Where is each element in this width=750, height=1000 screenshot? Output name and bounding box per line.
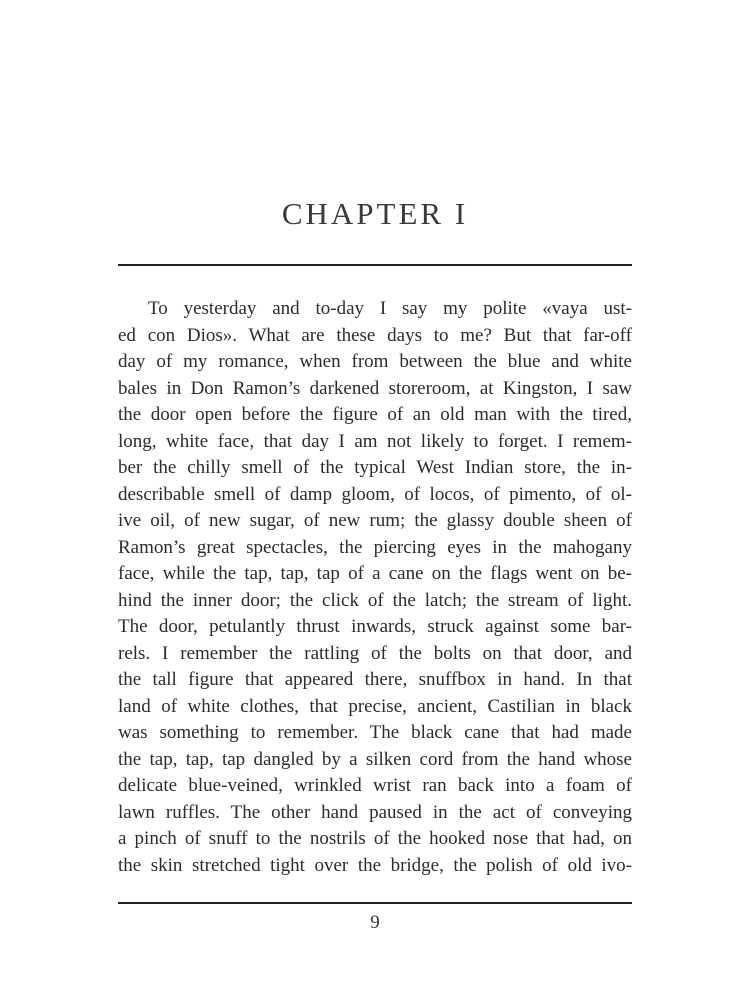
text-line: rels. I remember the rattling of the bolts on that door, and [118, 642, 632, 664]
text-line: Ramon’s great spectacles, the piercing eyes in the mahogany [118, 536, 632, 558]
text-line: the door open before the figure of an old man with the tired, [118, 404, 632, 425]
text-line: the skin stretched tight over the bridge, the polish of old ivo- [118, 854, 632, 876]
text-line: bales in Don Ramon’s darkened storeroom, at Kingston, I saw [118, 377, 632, 399]
text-line: day of my romance, when from between the blue and white [118, 351, 632, 372]
text-line: ed con Dios». What are these days to me? But that far-off [118, 324, 632, 346]
text-line: The door, petulantly thrust inwards, struck against some bar- [118, 616, 632, 637]
top-rule [118, 264, 632, 266]
chapter-title: CHAPTER I [281, 196, 469, 231]
text-line: lawn ruffles. The other hand paused in the act of conveying [118, 801, 632, 823]
text-line: long, white face, that day I am not likely to forget. I remem- [118, 430, 632, 452]
text-line: ive oil, of new sugar, of new rum; the glassy double sheen of [118, 510, 632, 531]
text-line: face, while the tap, tap, tap of a cane on the flags went on be- [118, 563, 632, 584]
text-line: describable smell of damp gloom, of locos, of pimento, of ol- [118, 483, 632, 505]
text-line: ber the chilly smell of the typical West Indian store, the in- [118, 457, 632, 478]
text-line: a pinch of snuff to the nostrils of the hooked nose that had, on [118, 828, 632, 849]
text-line: delicate blue-veined, wrinkled wrist ran back into a foam of [118, 775, 632, 796]
bottom-rule [118, 902, 632, 904]
page-number: 9 [370, 912, 380, 933]
text-line: was something to remember. The black cane that had made [118, 722, 632, 743]
text-line: the tall figure that appeared there, snuffbox in hand. In that [118, 669, 632, 690]
text-line: To yesterday and to-day I say my polite «vaya ust- [148, 298, 632, 319]
text-line: hind the inner door; the click of the latch; the stream of light. [118, 589, 632, 611]
text-line: the tap, tap, tap dangled by a silken cord from the hand whose [118, 748, 632, 770]
body-text [118, 296, 632, 879]
text-line: land of white clothes, that precise, ancient, Castilian in black [118, 695, 632, 717]
